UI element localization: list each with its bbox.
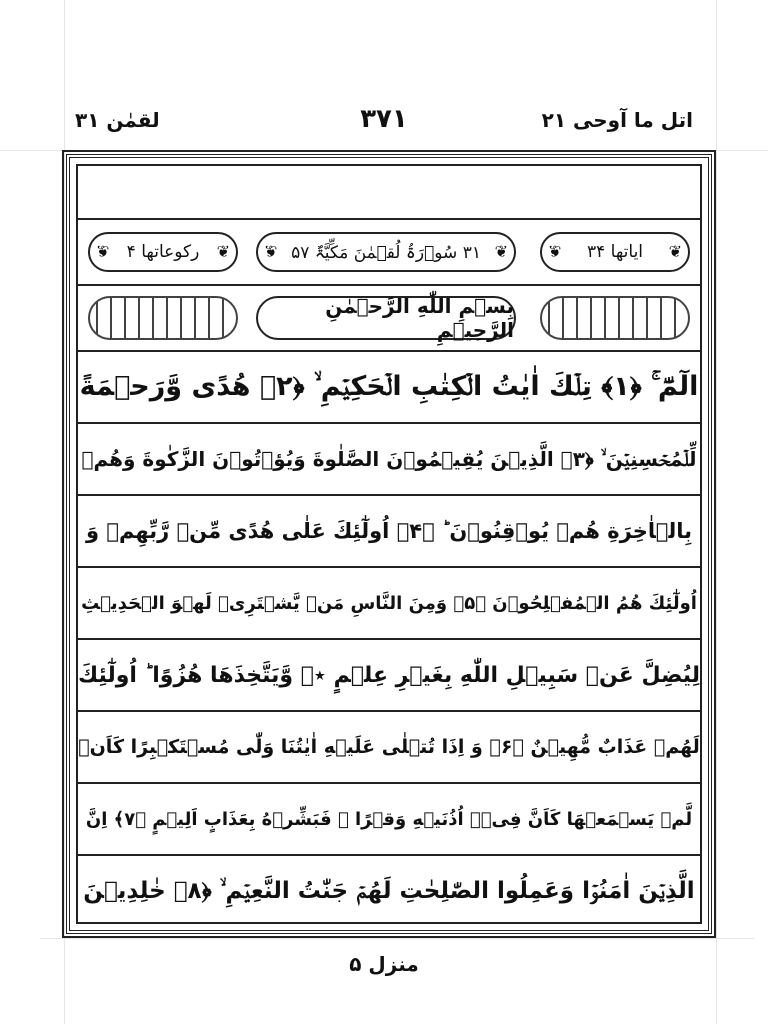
ruku-count-cartouche	[88, 232, 238, 272]
verse-line-4: اُولٰٓئِكَ هُمُ الۡمُفۡلِحُوۡنَ ﴿۵﴾ وَمِنَ النَّاسِ مَنۡ یَّشۡتَرِیۡ لَهۡوَ الۡحَدِیۡثِ	[78, 568, 700, 640]
bismillah-band	[78, 286, 700, 352]
margin-guide-bottom	[40, 938, 754, 939]
verse-line-2: لِّلۡمُحۡسِنِیۡنَ ۙ ﴿۳﴾ الَّذِیۡنَ یُقِیۡمُوۡنَ الصَّلٰوةَ وَیُؤۡتُوۡنَ الزَّكٰوةَ وَهُمۡ	[78, 424, 700, 496]
surah-name: لقمٰن ۳۱	[75, 108, 160, 132]
ornament-left	[88, 296, 238, 340]
surah-title: ❦ ۳۱ سُوۡرَۃُ لُقۡمٰنَ مَکِّیَّۃٌ ۵۷	[291, 242, 481, 263]
bismillah-cartouche	[256, 296, 516, 340]
ruku-count: ❦ رکوعاتھا ۴	[126, 242, 200, 262]
surah-title-cartouche	[256, 232, 516, 272]
margin-guide-right	[716, 0, 717, 1024]
ayat-count: ❦ ایاتھا ۳۴	[586, 242, 644, 262]
verse-line-8: الَّذِیۡنَ اٰمَنُوۡا وَعَمِلُوا الصّٰلِحٰتِ لَهُمۡ جَنّٰتُ النَّعِیۡمِ ۙ ﴿۸﴾ خٰلِدِیۡنَ	[83, 878, 695, 904]
verse-line-6: لَهُمۡ عَذَابٌ مُّهِیۡنٌ ﴿۶﴾ وَ اِذَا تُتۡلٰى عَلَیۡهِ اٰیٰتُنَا وَلّٰى مُسۡتَكۡبِرًا كَاَنۡ	[78, 712, 700, 784]
page-number: ۳۷۱	[360, 104, 408, 134]
ayat-count-cartouche	[540, 232, 690, 272]
verse-line-1: الٓمّٓ ۚ ﴿۱﴾ تِلۡكَ اٰیٰتُ الۡكِتٰبِ الۡحَكِیۡمِ ۙ ﴿۲﴾ هُدًى وَّرَحۡمَةً	[78, 352, 700, 424]
para-name: اتل ما آوحی ۲۱	[541, 108, 693, 132]
verse-line-5: لِیُضِلَّ عَنۡ سَبِیۡلِ اللّٰهِ بِغَیۡرِ عِلۡمٍ ٭ۖ وَّیَتَّخِذَهَا هُزُوًا ؕ اُولٰٓئِكَ	[78, 640, 700, 712]
page-frame	[66, 154, 712, 934]
manzil-footer: منزل ۵	[349, 952, 419, 976]
text-area	[76, 164, 702, 924]
verse-line-7: لَّمۡ یَسۡمَعۡهَا كَاَنَّ فِیۡۤ اُذُنَیۡهِ وَقۡرًا ۚ فَبَشِّرۡهُ بِعَذَابٍ اَلِیۡمٍ ﴿۷﴾ اِنَّ	[78, 784, 700, 856]
surah-header-band	[78, 220, 700, 286]
verse-line-3: بِالۡاٰخِرَةِ هُمۡ یُوۡقِنُوۡنَ ؕ ﴿۴﴾ اُولٰٓئِكَ عَلٰى هُدًى مِّنۡ رَّبِّهِمۡ وَ	[78, 496, 700, 568]
ornament-right	[540, 296, 690, 340]
blank-band	[78, 166, 700, 220]
margin-guide-top	[0, 150, 768, 151]
bismillah: بِسۡمِ اللّٰهِ الرَّحۡمٰنِ الرَّحِیۡمِ	[325, 294, 514, 342]
margin-guide-left	[64, 0, 65, 1024]
